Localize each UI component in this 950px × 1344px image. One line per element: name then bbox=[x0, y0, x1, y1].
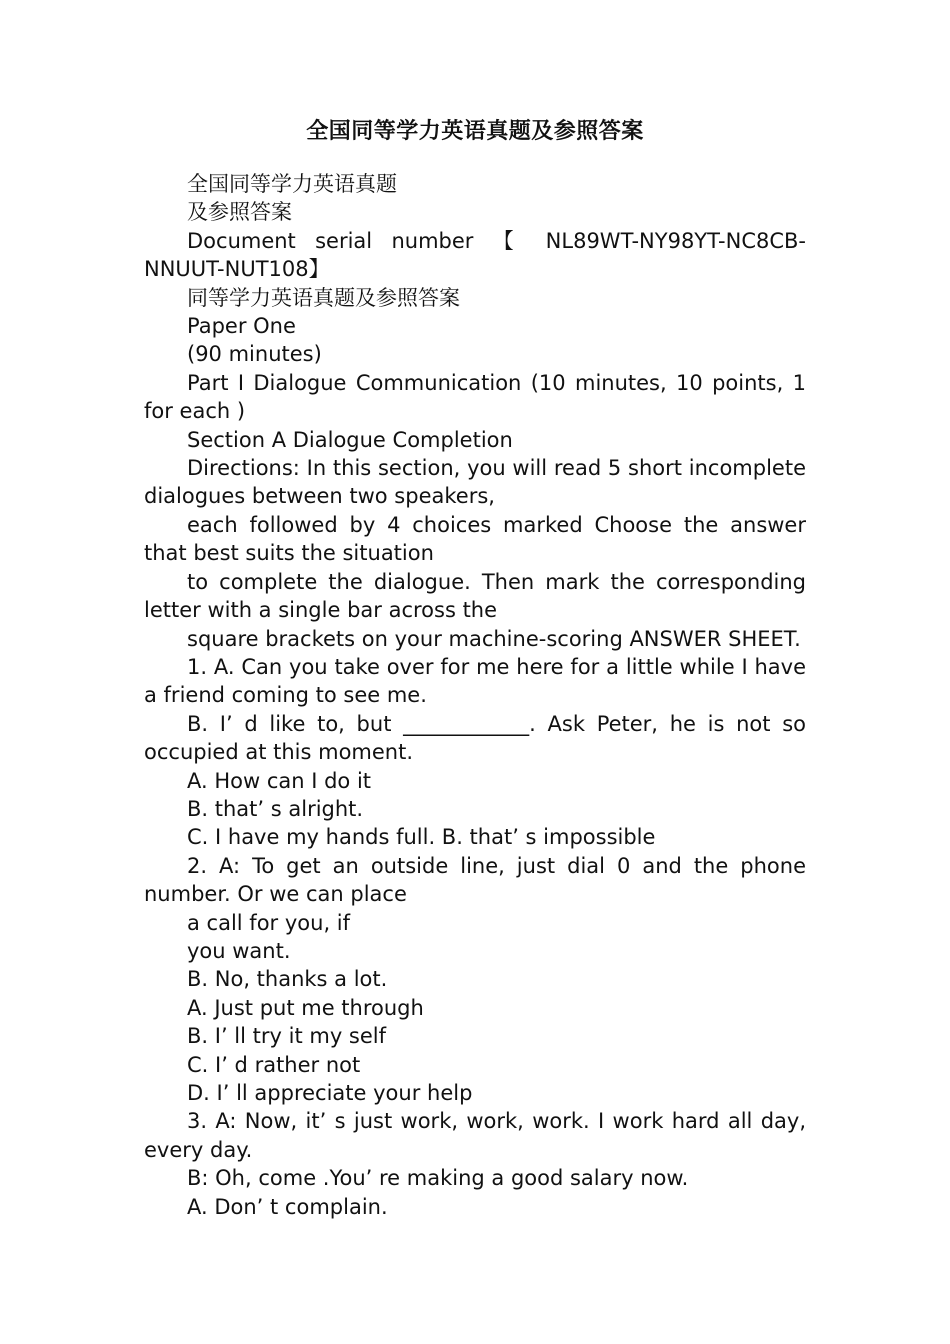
question-1: 1. A. Can you take over for me here for a little while I have a friend coming to see me. bbox=[144, 654, 806, 708]
answer-option: B. that’ s alright. bbox=[187, 796, 364, 821]
document-serial-number: Document serial number 【 NL89WT-NY98YT-NC8CB-NNUUT-NUT108】 bbox=[144, 228, 806, 282]
paper-label: Paper One bbox=[187, 314, 296, 339]
answer-option: A. Just put me through bbox=[187, 995, 424, 1020]
answer-option: C. I’ d rather not bbox=[187, 1052, 361, 1077]
answer-option: B. I’ ll try it my self bbox=[187, 1024, 387, 1049]
question-1-response: B. I’ d like to, but ____________. Ask Peter, he is not so occupied at this moment. bbox=[144, 711, 806, 765]
duration-label: (90 minutes) bbox=[187, 342, 322, 367]
answer-option: A. How can I do it bbox=[187, 768, 372, 793]
answer-option: C. I have my hands full. B. that’ s impossible bbox=[187, 825, 656, 850]
part-heading: Part I Dialogue Communication (10 minutes, 10 points, 1 for each ) bbox=[144, 370, 806, 424]
directions-text: to complete the dialogue. Then mark the corresponding letter with a single bar across the bbox=[144, 569, 806, 623]
directions-text: Directions: In this section, you will read 5 short incomplete dialogues between two speakers, bbox=[144, 456, 806, 509]
question-2-continued: you want. bbox=[187, 938, 291, 963]
question-2: 2. A: To get an outside line, just dial 0 and the phone number. Or we can place bbox=[144, 853, 806, 907]
directions-text: square brackets on your machine-scoring ANSWER SHEET. bbox=[187, 626, 801, 651]
answer-option: A. Don’ t complain. bbox=[187, 1194, 388, 1219]
question-3: 3. A: Now, it’ s just work, work, work. I work hard all day, every day. bbox=[144, 1109, 806, 1162]
section-heading: Section A Dialogue Completion bbox=[187, 427, 513, 452]
directions-text: each followed by 4 choices marked Choose the answer that best suits the situation bbox=[144, 512, 806, 566]
paragraph: 及参照答案 bbox=[187, 200, 292, 225]
question-3-response: B: Oh, come .You’ re making a good salary now. bbox=[187, 1166, 689, 1191]
answer-option: D. I’ ll appreciate your help bbox=[187, 1081, 473, 1105]
question-2-response: B. No, thanks a lot. bbox=[187, 967, 388, 992]
document-body bbox=[144, 170, 806, 1221]
question-2-continued: a call for you, if bbox=[187, 910, 351, 935]
paragraph: 同等学力英语真题及参照答案 bbox=[187, 285, 460, 310]
paragraph: 全国同等学力英语真题 bbox=[187, 172, 397, 196]
document-title: 全国同等学力英语真题及参照答案 bbox=[306, 119, 644, 144]
